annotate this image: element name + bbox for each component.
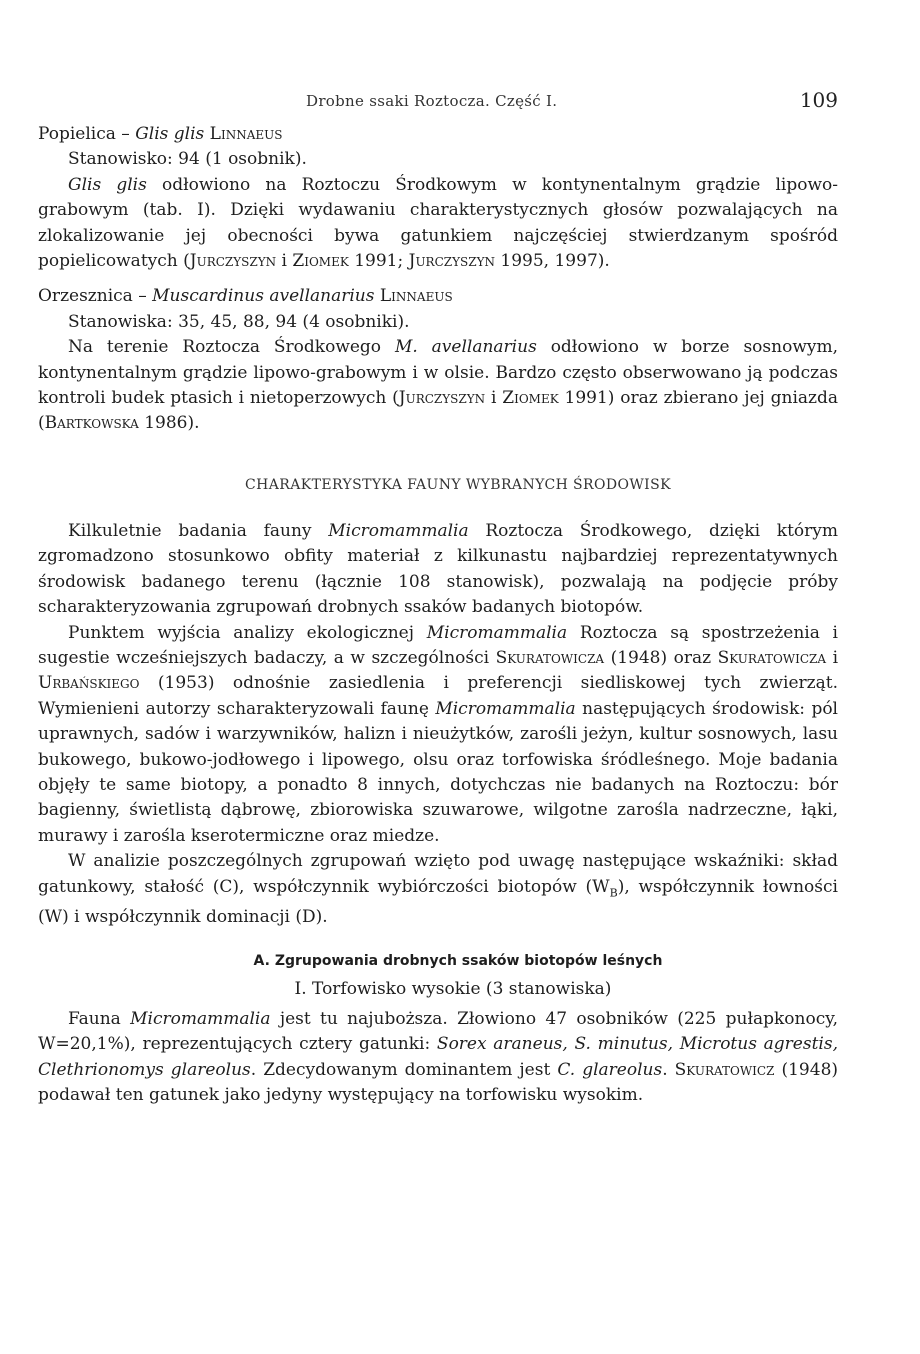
citation-author: Jurczyszyn <box>408 251 496 272</box>
body-text: Kilkuletnie badania fauny <box>68 520 329 541</box>
section-paragraph-2 <box>38 621 838 850</box>
body-text: odłowiono na Roztoczu Środkowym w kontynentalnym grądzie lipowo-grabowym (tab. I). Dzięki wydawaniu charakterystycznych głosów pozwalających na zlokalizowanie jej obecności bywa gatunkiem najczęściej stwierdzanym spośród popielicowatych ( <box>38 174 839 272</box>
body-text: i <box>485 388 503 409</box>
body-text: Na terenie Roztocza Środkowego <box>68 337 395 358</box>
species-heading-muscardinus <box>38 284 838 309</box>
species-latin-name: Glis glis <box>135 124 205 144</box>
section-paragraph-1 <box>38 519 838 621</box>
latin-term: Micromammalia <box>328 520 469 541</box>
body-text: Roztocza Środkowego, dzięki którym zgromadzono stosunkowo obfity materiał z kilkunastu najbardziej reprezentatywnych środowisk badanego terenu (łącznie 108 stanowisk), pozwalają na podjęcie próby scharakteryzowania zgrupowań drobnych ssaków badanych biotopów. <box>38 520 838 618</box>
body-text: 1995, 1997). <box>495 251 610 272</box>
section-heading: CHARAKTERYSTYKA FAUNY WYBRANYCH ŚRODOWISK <box>245 476 671 493</box>
species-common-name: Orzesznica – <box>38 286 153 307</box>
body-text: Roztocza są spostrzeżenia i sugestie wcześniejszych badaczy, a w szczególności <box>38 622 838 668</box>
citation-author: Bartkowska <box>44 413 139 434</box>
species-common-name: Popielica – <box>38 124 136 144</box>
body-text: . Zdecydowanym dominantem jest <box>250 1059 558 1080</box>
subsection-subheading: I. Torfowisko wysokie (3 stanowiska) <box>294 978 612 999</box>
body-text: (1948) oraz <box>604 647 718 668</box>
latin-term: Micromammalia <box>426 622 568 643</box>
body-text: W analizie poszczególnych zgrupowań wzięto pod uwagę następujące wskaźniki: skład gatunkowy, stałość (C), współczynnik wybiórczości biotopów (W <box>38 851 838 897</box>
latin-term: Micromammalia <box>435 698 576 719</box>
body-text: 1986). <box>138 413 200 434</box>
body-text: i <box>826 647 839 668</box>
citation-author: Jurczyszyn <box>189 251 277 272</box>
species-author: Linnaeus <box>204 124 283 144</box>
body-text: . <box>662 1059 675 1080</box>
latin-term: Sorex araneus, S. minutus, Microtus agrestis, Clethrionomys glareolus <box>38 1034 838 1080</box>
latin-term: M. avellanarius <box>394 337 537 358</box>
body-text: (1948) podawał ten gatunek jako jedyny występujący na torfowisku wysokim. <box>38 1059 839 1105</box>
body-text: 1991; <box>348 251 409 272</box>
latin-term: Micromammalia <box>130 1008 271 1029</box>
subsection-paragraph-1 <box>38 1007 838 1109</box>
species-stations: Stanowiska: 35, 45, 88, 94 (4 osobniki). <box>68 311 410 332</box>
species-description <box>38 173 838 275</box>
body-text: Punktem wyjścia analizy ekologicznej <box>68 622 427 643</box>
citation-author: Skuratowicza <box>717 647 827 668</box>
section-paragraph-3 <box>38 849 838 931</box>
citation-author: Ziomek <box>502 388 559 409</box>
citation-author: Skuratowicz <box>674 1059 775 1080</box>
body-text: odłowiono w borze sosnowym, kontynentalnym grądzie lipowo-grabowym i w olsie. Bardzo często obserwowano ją podczas kontroli budek ptasich i nietoperzowych ( <box>38 337 839 409</box>
latin-term: C. glareolus <box>557 1059 663 1080</box>
citation-author: Jurczyszyn <box>398 388 486 409</box>
subsection-heading: A. Zgrupowania drobnych ssaków biotopów leśnych <box>253 952 663 969</box>
body-text: Fauna <box>68 1008 131 1029</box>
page <box>38 88 838 1108</box>
body-text: ), współczynnik łowności (W) i współczynnik dominacji (D). <box>38 876 838 928</box>
species-description <box>38 335 838 437</box>
running-title: Drobne ssaki Roztocza. Część I. <box>306 92 558 110</box>
body-text: następujących środowisk: pól uprawnych, sadów i warzywników, halizn i nieużytków, zarośli jeżyn, kultur sosnowych, lasu bukowego, bukowo-jodłowego i lipowego, olsu oraz torfowiska śródleśnego. Moje badania objęły te same biotopy, a ponadto 8 innych, dotychczas nie badanych na Roztoczu: bór bagienny, świetlistą dąbrowę, zbiorowiska szuwarowe, wilgotne zarośla nadrzeczne, łąki, murawy i zarośla kserotermiczne oraz miedze. <box>38 698 838 846</box>
citation-author: Ziomek <box>292 251 349 272</box>
body-text: i <box>276 251 293 272</box>
species-latin-name: Muscardinus avellanarius <box>152 286 375 307</box>
citation-author: Skuratowicza <box>495 647 605 668</box>
running-header <box>38 88 838 122</box>
species-author: Linnaeus <box>374 286 453 307</box>
latin-term: Glis glis <box>68 174 147 195</box>
page-number: 109 <box>799 88 838 112</box>
subscript: B <box>609 885 618 899</box>
citation-author: Urbańskiego <box>38 673 140 694</box>
species-heading-glis <box>38 122 838 147</box>
body-text: 1991) oraz zbierano jej gniazda ( <box>38 388 839 434</box>
body-text: jest tu najuboższa. Złowiono 47 osobników (225 pułapkonocy, W=20,1%), reprezentujących cztery gatunki: <box>38 1008 838 1055</box>
body-text: (1953) odnośnie zasiedlenia i preferencji siedliskowej tych zwierząt. Wymienieni autorzy scharakteryzowali faunę <box>38 673 838 719</box>
species-stations: Stanowisko: 94 (1 osobnik). <box>68 149 307 170</box>
